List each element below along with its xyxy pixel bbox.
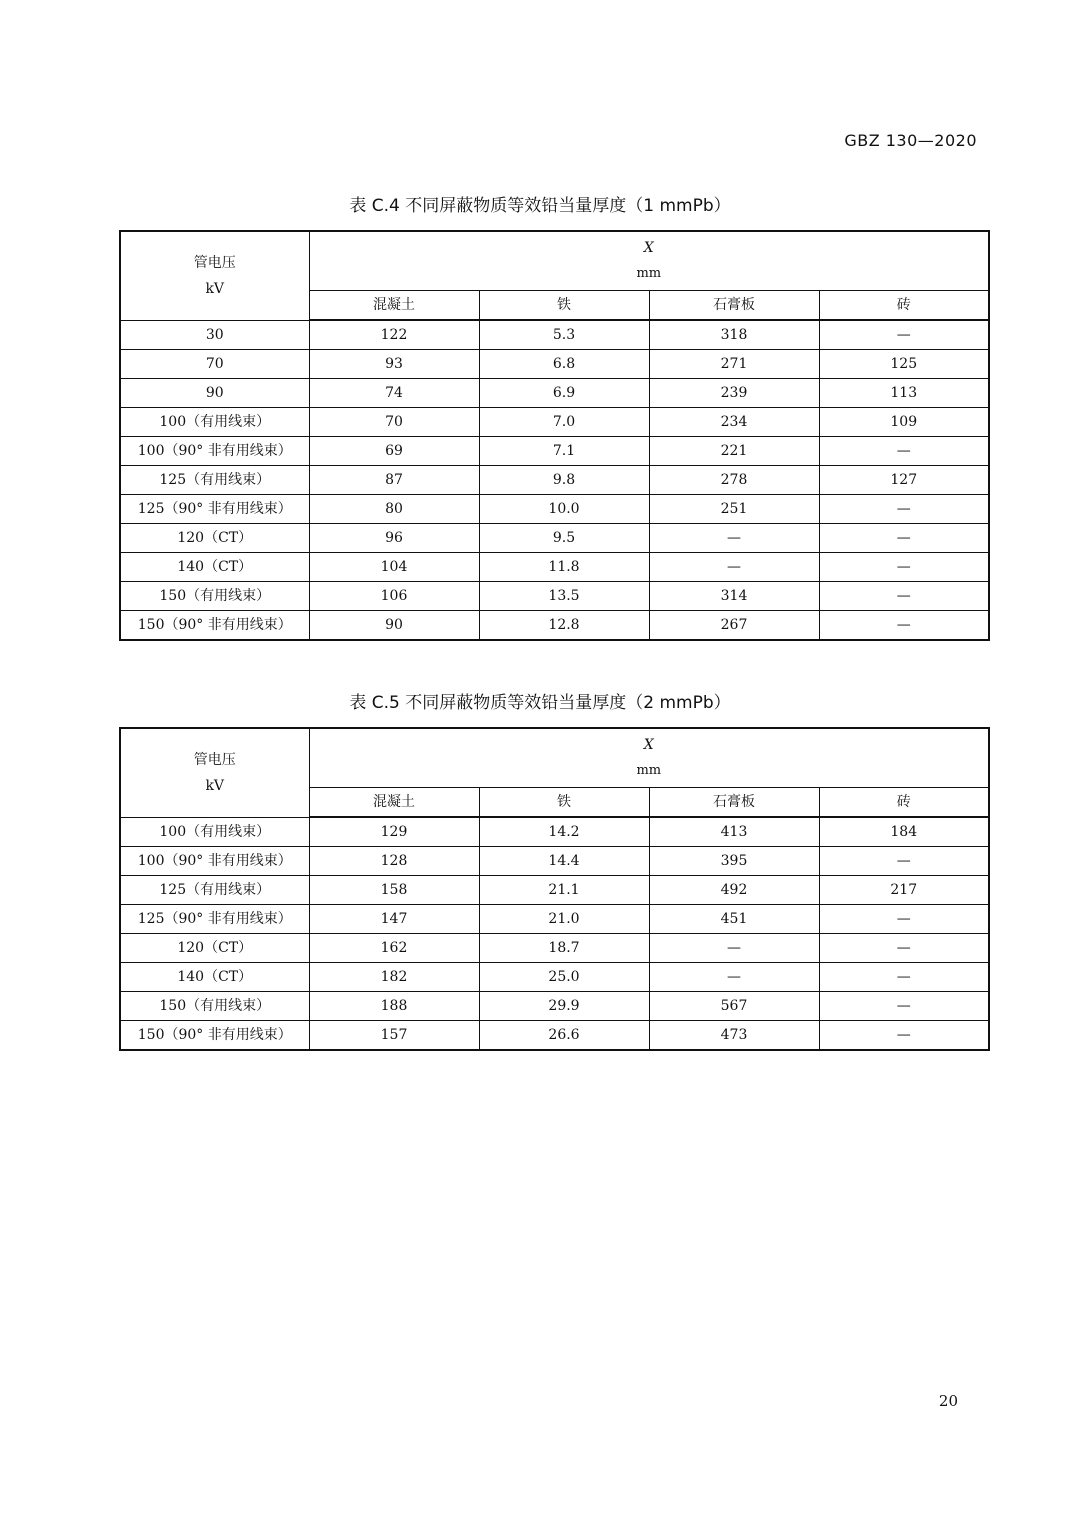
voltage-cell: 30 <box>120 320 309 350</box>
value-cell: 104 <box>309 553 479 582</box>
voltage-cell: 90 <box>120 379 309 408</box>
value-cell: 413 <box>649 817 819 847</box>
table-row <box>120 437 989 466</box>
value-cell: 5.3 <box>479 320 649 350</box>
material-header: 石膏板 <box>649 291 819 321</box>
value-cell: — <box>819 320 989 350</box>
table-row <box>120 963 989 992</box>
voltage-header <box>120 231 309 320</box>
value-cell: 106 <box>309 582 479 611</box>
value-cell: 11.8 <box>479 553 649 582</box>
voltage-cell: 125（90° 非有用线束） <box>120 905 309 934</box>
voltage-cell: 125（90° 非有用线束） <box>120 495 309 524</box>
voltage-unit: kV <box>205 280 225 297</box>
material-header: 混凝土 <box>309 788 479 818</box>
value-cell: 69 <box>309 437 479 466</box>
value-cell: — <box>819 1021 989 1051</box>
material-header: 铁 <box>479 291 649 321</box>
x-unit: mm <box>636 763 662 778</box>
table-row <box>120 611 989 641</box>
table-c4-title: 表 C.4 不同屏蔽物质等效铅当量厚度（1 mmPb） <box>349 196 731 216</box>
value-cell: — <box>649 963 819 992</box>
value-cell: 93 <box>309 350 479 379</box>
value-cell: 6.9 <box>479 379 649 408</box>
material-header: 砖 <box>819 788 989 818</box>
voltage-label: 管电压 <box>193 751 236 768</box>
x-symbol: X <box>643 737 654 753</box>
value-cell: 9.5 <box>479 524 649 553</box>
value-cell: 70 <box>309 408 479 437</box>
voltage-unit: kV <box>205 777 225 794</box>
table-row <box>120 817 989 847</box>
value-cell: 129 <box>309 817 479 847</box>
value-cell: 26.6 <box>479 1021 649 1051</box>
standard-code: GBZ 130—2020 <box>844 131 977 150</box>
table-row <box>120 905 989 934</box>
voltage-cell: 100（90° 非有用线束） <box>120 847 309 876</box>
value-cell: 451 <box>649 905 819 934</box>
value-cell: — <box>819 611 989 641</box>
table-row <box>120 466 989 495</box>
value-cell: — <box>649 524 819 553</box>
material-header: 砖 <box>819 291 989 321</box>
x-unit: mm <box>636 266 662 281</box>
voltage-label: 管电压 <box>193 254 236 271</box>
value-cell: 13.5 <box>479 582 649 611</box>
value-cell: 6.8 <box>479 350 649 379</box>
table-row <box>120 524 989 553</box>
table-row <box>120 934 989 963</box>
table-row <box>120 495 989 524</box>
voltage-cell: 100（有用线束） <box>120 408 309 437</box>
value-cell: — <box>649 934 819 963</box>
value-cell: 251 <box>649 495 819 524</box>
table-row <box>120 350 989 379</box>
value-cell: 271 <box>649 350 819 379</box>
value-cell: 12.8 <box>479 611 649 641</box>
voltage-cell: 140（CT） <box>120 553 309 582</box>
value-cell: 158 <box>309 876 479 905</box>
value-cell: 128 <box>309 847 479 876</box>
voltage-header <box>120 728 309 817</box>
table-row <box>120 847 989 876</box>
value-cell: 318 <box>649 320 819 350</box>
value-cell: 157 <box>309 1021 479 1051</box>
value-cell: 74 <box>309 379 479 408</box>
value-cell: 29.9 <box>479 992 649 1021</box>
value-cell: — <box>819 524 989 553</box>
table-row <box>120 320 989 350</box>
value-cell: 96 <box>309 524 479 553</box>
material-header: 石膏板 <box>649 788 819 818</box>
voltage-cell: 125（有用线束） <box>120 466 309 495</box>
voltage-cell: 70 <box>120 350 309 379</box>
voltage-cell: 125（有用线束） <box>120 876 309 905</box>
value-cell: 18.7 <box>479 934 649 963</box>
value-cell: 147 <box>309 905 479 934</box>
value-cell: — <box>819 437 989 466</box>
table-c4 <box>119 230 990 641</box>
voltage-cell: 150（90° 非有用线束） <box>120 611 309 641</box>
value-cell: — <box>819 582 989 611</box>
value-cell: 21.0 <box>479 905 649 934</box>
table-row <box>120 876 989 905</box>
table-row <box>120 379 989 408</box>
value-cell: — <box>819 934 989 963</box>
value-cell: 87 <box>309 466 479 495</box>
value-cell: 473 <box>649 1021 819 1051</box>
value-cell: 125 <box>819 350 989 379</box>
value-cell: 14.4 <box>479 847 649 876</box>
table-row <box>120 553 989 582</box>
value-cell: — <box>819 495 989 524</box>
value-cell: 267 <box>649 611 819 641</box>
table-row <box>120 582 989 611</box>
table-c5-title: 表 C.5 不同屏蔽物质等效铅当量厚度（2 mmPb） <box>349 693 731 713</box>
value-cell: — <box>819 963 989 992</box>
value-cell: 234 <box>649 408 819 437</box>
voltage-cell: 150（有用线束） <box>120 582 309 611</box>
value-cell: — <box>819 847 989 876</box>
value-cell: 25.0 <box>479 963 649 992</box>
voltage-cell: 140（CT） <box>120 963 309 992</box>
value-cell: — <box>819 905 989 934</box>
value-cell: 90 <box>309 611 479 641</box>
table-row <box>120 408 989 437</box>
value-cell: 9.8 <box>479 466 649 495</box>
material-header: 铁 <box>479 788 649 818</box>
value-cell: 492 <box>649 876 819 905</box>
value-cell: 21.1 <box>479 876 649 905</box>
voltage-cell: 120（CT） <box>120 524 309 553</box>
table-row <box>120 1021 989 1051</box>
value-cell: 7.1 <box>479 437 649 466</box>
value-cell: 162 <box>309 934 479 963</box>
voltage-cell: 150（有用线束） <box>120 992 309 1021</box>
table-c5 <box>119 727 990 1051</box>
value-cell: 14.2 <box>479 817 649 847</box>
voltage-cell: 100（90° 非有用线束） <box>120 437 309 466</box>
value-cell: 10.0 <box>479 495 649 524</box>
value-cell: 80 <box>309 495 479 524</box>
value-cell: 7.0 <box>479 408 649 437</box>
value-cell: 184 <box>819 817 989 847</box>
value-cell: 278 <box>649 466 819 495</box>
value-cell: 188 <box>309 992 479 1021</box>
value-cell: 217 <box>819 876 989 905</box>
x-header <box>309 231 989 291</box>
material-header: 混凝土 <box>309 291 479 321</box>
value-cell: 395 <box>649 847 819 876</box>
value-cell: 182 <box>309 963 479 992</box>
value-cell: 113 <box>819 379 989 408</box>
value-cell: — <box>819 992 989 1021</box>
value-cell: 109 <box>819 408 989 437</box>
page-number: 20 <box>938 1392 958 1410</box>
value-cell: 122 <box>309 320 479 350</box>
voltage-cell: 150（90° 非有用线束） <box>120 1021 309 1051</box>
table-row <box>120 992 989 1021</box>
voltage-cell: 100（有用线束） <box>120 817 309 847</box>
value-cell: 567 <box>649 992 819 1021</box>
value-cell: 314 <box>649 582 819 611</box>
x-symbol: X <box>643 240 654 256</box>
value-cell: — <box>649 553 819 582</box>
value-cell: 127 <box>819 466 989 495</box>
value-cell: 239 <box>649 379 819 408</box>
value-cell: — <box>819 553 989 582</box>
voltage-cell: 120（CT） <box>120 934 309 963</box>
x-header <box>309 728 989 788</box>
value-cell: 221 <box>649 437 819 466</box>
